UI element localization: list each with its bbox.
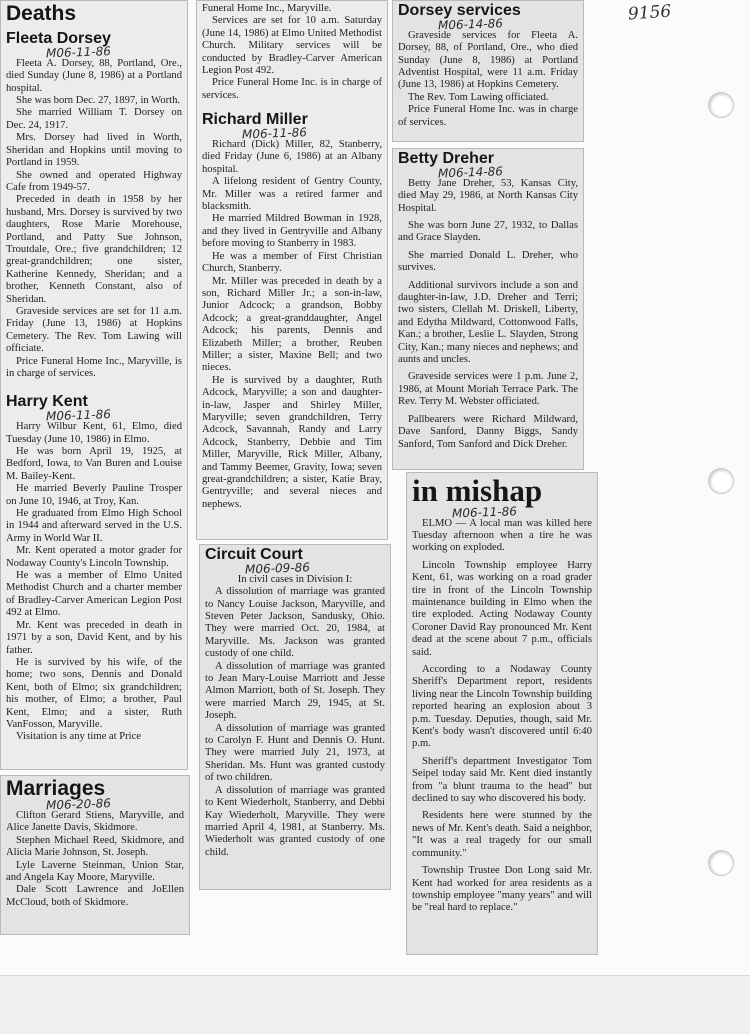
obituary-title-harry: Harry Kent xyxy=(6,393,88,411)
handwritten-date: M06-20-86 xyxy=(45,796,112,813)
page-number: 9156 xyxy=(627,1,672,25)
paragraph: Graveside services were 1 p.m. June 2, 1986, at Mount Moriah Terrace Park. The Rev. Terry M. Webster officiated. xyxy=(398,371,578,408)
mishap-headline: in mishap xyxy=(412,473,543,508)
handwritten-date: M06-11-86 xyxy=(451,503,518,520)
paragraph: Township Trustee Don Long said Mr. Kent had worked for area residents as a township employee "many years" and will be "real hard to replace." xyxy=(412,865,592,914)
paragraph: A dissolution of marriage was granted to Carolyn F. Hunt and Dennis O. Hunt. They were married July 21, 1973, at Sheridan. Ms. Hunt was granted custody of two children. xyxy=(205,722,385,784)
paragraph: She married William T. Dorsey on Dec. 24, 1917. xyxy=(6,107,182,131)
paragraph: He married Mildred Bowman in 1928, and they lived in Gentryville and Albany before moving to Stanberry in 1983. xyxy=(202,213,382,250)
handwritten-date: M06-11-86 xyxy=(45,407,112,424)
paragraph: Betty Jane Dreher, 53, Kansas City, died May 29, 1986, at North Kansas City Hospital. xyxy=(398,177,578,214)
scanner-margin xyxy=(0,975,750,1034)
paragraph: Mr. Miller was preceded in death by a son, Richard Miller Jr.; a son-in-law, Junior Adcock; a grandson, Bobby Adcock; a great-granddaughter, Angel Adcock; his parents, Dennis and Elizabeth Miller; a brother, Reuben Miller; a sister, Maxine Bell; and two nieces. xyxy=(202,275,382,374)
paragraph: Residents here were stunned by the news of Mr. Kent's death. Said a neighbor, "It was a real tragedy for our small community." xyxy=(412,810,592,859)
paragraph: According to a Nodaway County Sheriff's Department report, residents living near the Lincoln Township building reported hearing an explosion about 3 p.m. Tuesday. Deputies, though, said Mr. Kent's body wasn't discovered until 6:40 p.m. xyxy=(412,664,592,750)
handwritten-date: M06-11-86 xyxy=(45,43,112,61)
paragraph: He is survived by his wife, of the home; two sons, Dennis and Donald Kent, both of Elmo; six grandchildren; his mother, of Elmo; a brother, Paul Kent, Elmo; and a sister, Ruth VanFosson, Maryville. xyxy=(6,656,182,730)
paragraph: Stephen Michael Reed, Skidmore, and Alicia Marie Johnson, St. Joseph. xyxy=(6,834,184,859)
paragraph: He is survived by a daughter, Ruth Adcock, Maryville; a son and daughter-in-law, Jasper and Shirley Miller, Maryville; seven grandchildren, Terry Adcock, Savannah, Randy and Larry Adcock, Stanberry, Debbie and Tim Miller, Maryville, Rick Miller, Albany, and Tammy Beemer, Gravity, Iowa; seven great-grandchildren; a sister, Katie Bray, Gentryville; and several nieces and nephews. xyxy=(202,374,382,510)
paragraph: Mr. Kent was preceded in death in 1971 by a son, David Kent, and by his father. xyxy=(6,619,182,656)
mishap-clipping xyxy=(406,472,598,955)
paragraph: Harry Wilbur Kent, 61, Elmo, died Tuesday (June 10, 1986) in Elmo. xyxy=(6,421,182,445)
handwritten-date: M06-14-86 xyxy=(437,15,504,33)
paragraph: He was a member of First Christian Church, Stanberry. xyxy=(202,250,382,275)
handwritten-date: M06-14-86 xyxy=(437,163,504,181)
paragraph: Preceded in death in 1958 by her husband, Mrs. Dorsey is survived by two daughters, Rose Marie Morehouse, Portland, and Patty Sue Johnson, Troutdale, Ore.; five grandchildren; 12 great-grandchildren; one sister, Katherine Kennedy, Sheridan; and a brother, Kenneth Constant, also of Sheridan. xyxy=(6,194,182,305)
deaths-clipping xyxy=(0,0,188,770)
paragraph: Mr. Kent operated a motor grader for Nodaway County's Lincoln Township. xyxy=(6,545,182,569)
paragraph: Price Funeral Home Inc. is in charge of services. xyxy=(202,77,382,101)
paragraph: She was born June 27, 1932, to Dallas and Grace Slayden. xyxy=(398,220,578,244)
circuit-court-clipping xyxy=(199,544,391,890)
obituary-title-fleeta: Fleeta Dorsey xyxy=(6,30,111,48)
paragraph: Price Funeral Home Inc. was in charge of services. xyxy=(398,104,578,128)
richard-miller-clipping xyxy=(196,0,388,540)
binder-hole xyxy=(708,468,734,494)
paragraph: Graveside services are set for 11 a.m. Friday (June 13, 1986) at Hopkins Cemetery. The Rev. Tom Lawing will officiate. xyxy=(6,305,182,355)
paragraph: A dissolution of marriage was granted to Nancy Louise Jackson, Maryville, and Steven Peter Jackson, Sandusky, Ohio. They were married Oct. 20, 1984, at Maryville. Ms. Jackson was granted custody of one child. xyxy=(205,586,385,660)
betty-dreher-clipping xyxy=(392,148,584,470)
paragraph: Additional survivors include a son and daughter-in-law, J.D. Dreher and Terri; two sisters, Clellah M. Driskell, Liberty, and Edytha Mildward, Cottonwood Falls, Kan.; a brother, Leslie L. Slayden, Strong City, Kan.; many nieces and nephews; and aunts and uncles. xyxy=(398,279,578,366)
paragraph: She owned and operated Highway Cafe from 1949-57. xyxy=(6,169,182,193)
paragraph: Mrs. Dorsey had lived in Worth, Sheridan and Hopkins until moving to Portland in 1959. xyxy=(6,132,182,169)
obituary-title-richard: Richard Miller xyxy=(202,111,308,129)
paragraph: Fleeta A. Dorsey, 88, Portland, Ore., died Sunday (June 8, 1986) at a Portland hospital. xyxy=(6,57,182,94)
circuit-court-title: Circuit Court xyxy=(205,546,303,563)
paragraph: Pallbearers were Richard Mildward, Dave Sanford, Danny Biggs, Sandy Sanford, Tom Sanford and Dick Dreher. xyxy=(398,413,578,450)
paragraph: Funeral Home Inc., Maryville. xyxy=(202,3,332,14)
paragraph: Services are set for 10 a.m. Saturday (June 14, 1986) at Elmo United Methodist Church. Military services will be conducted by Bradley-Carver American Legion Post 492. xyxy=(202,15,382,77)
paragraph: He graduated from Elmo High School in 1944 and afterward served in the U.S. Army in World War II. xyxy=(6,508,182,544)
paragraph: Graveside services for Fleeta A. Dorsey, 88, of Portland, Ore., who died Sunday (June 8, 1986) at Portland Adventist Hospital, were 11 a.m. Friday (June 13, 1986) at Hopkins Cemetery. xyxy=(398,29,578,91)
paragraph: Price Funeral Home Inc., Maryville, is in charge of services. xyxy=(6,355,182,379)
obituary-title-betty: Betty Dreher xyxy=(398,150,495,167)
paragraph: She married Donald L. Dreher, who survives. xyxy=(398,249,578,274)
paragraph: Lincoln Township employee Harry Kent, 61, was working on a road grader tire in front of the Lincoln Township maintenance building in Elmo when the tire exploded. Acting Nodaway County Coroner David Ray pronounced Mr. Kent dead at the scene about 7 p.m., officials said. xyxy=(412,559,592,658)
paragraph: She was born Dec. 27, 1897, in Worth. xyxy=(16,95,181,107)
paragraph: He was a member of Elmo United Methodist Church and a charter member of Bradley-Carver American Legion Post 492 at Elmo. xyxy=(6,570,182,619)
paragraph: He married Beverly Pauline Trosper on June 10, 1946, at Troy, Kan. xyxy=(6,483,182,507)
paragraph: He was born April 19, 1925, at Bedford, Iowa, to Van Buren and Louise M. Bailey-Kent. xyxy=(6,446,182,482)
paragraph: A dissolution of marriage was granted to Jean Mary-Louise Marriott and Jesse Almon Marriott, both of St. Joseph. They were married March 29, 1945, at St. Joseph. xyxy=(205,660,385,722)
paragraph: Visitation is any time at Price xyxy=(16,731,141,743)
handwritten-date: M06-11-86 xyxy=(241,125,308,142)
binder-hole xyxy=(708,850,734,876)
dorsey-services-clipping xyxy=(392,0,584,142)
paragraph: The Rev. Tom Lawing officiated. xyxy=(408,91,549,103)
paragraph: A lifelong resident of Gentry County, Mr. Miller was a retired farmer and blacksmith. xyxy=(202,176,382,213)
intro-line: In civil cases in Division I: xyxy=(237,573,353,585)
marriages-clipping xyxy=(0,775,190,935)
paragraph: Lyle Laverne Steinman, Union Star, and Angela Kay Moore, Maryville. xyxy=(6,859,184,884)
binder-hole xyxy=(708,92,734,118)
paragraph: Clifton Gerard Stiens, Maryville, and Alice Janette Davis, Skidmore. xyxy=(6,810,184,834)
dorsey-services-title: Dorsey services xyxy=(398,2,521,19)
handwritten-date: M06-09-86 xyxy=(244,559,311,577)
paragraph: Dale Scott Lawrence and JoEllen McCloud, both of Skidmore. xyxy=(6,884,184,908)
paragraph: ELMO — A local man was killed here Tuesday afternoon when a tire he was working on exploded. xyxy=(412,517,592,554)
paragraph: Sheriff's department Investigator Tom Seipel today said Mr. Kent died instantly from "a blunt trauma to the head" but declined to say who discovered his body. xyxy=(412,755,592,805)
paragraph: A dissolution of marriage was granted to Kent Wiederholt, Stanberry, and Debbi Kay Wiederholt, Maryville. They were married April 4, 1981, at Stanberry. Ms. Wiederholt was granted custody of one child. xyxy=(205,784,385,858)
paragraph: Richard (Dick) Miller, 82, Stanberry, died Friday (June 6, 1986) at an Albany hospital. xyxy=(202,139,382,175)
marriages-title: Marriages xyxy=(6,777,106,800)
section-title: Deaths xyxy=(6,2,77,25)
